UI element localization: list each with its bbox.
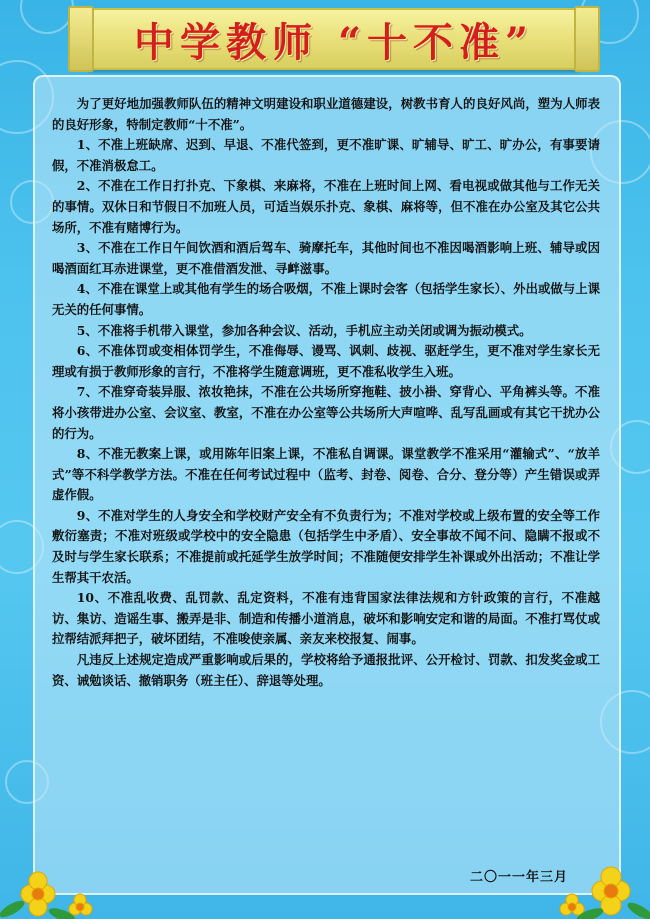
- rule-1: 1、不准上班缺席、迟到、早退、不准代签到，更不准旷课、旷辅导、旷工、旷办公，有事要请假，不准消极怠工。: [52, 137, 600, 173]
- closing-paragraph: 凡违反上述规定造成严重影响或后果的，学校将给予通报批评、公开检讨、罚款、扣发奖金或工资、诫勉谈话、撤销职务（班主任）、辞退等处理。: [52, 652, 600, 688]
- rule-7: 7、不准穿奇装异服、浓妆艳抹，不准在公共场所穿拖鞋、披小褂、穿背心、平角裤头等。不准将小孩带进办公室、会议室、教室，不准在办公室等公共场所大声喧哗、乱写乱画或有其它干扰办公的行为。: [52, 384, 600, 441]
- rule-4: 4、不准在课堂上或其他有学生的场合吸烟，不准上课时会客（包括学生家长）、外出或做与上课无关的任何事情。: [52, 281, 600, 317]
- rule-3: 3、不准在工作日午间饮酒和酒后驾车、骑摩托车，其他时间也不准因喝酒影响上班、辅导或因喝酒面红耳赤进课堂，更不准借酒发泄、寻衅滋事。: [52, 240, 600, 276]
- leaf-left-icon: [0, 898, 77, 919]
- title-banner: [88, 8, 580, 70]
- rules-body: [52, 94, 600, 691]
- page-title: 中学教师 “十不准”: [134, 18, 534, 66]
- rule-2: 2、不准在工作日打扑克、下象棋、来麻将，不准在上班时间上网、看电视或做其他与工作无关的事情。双休日和节假日不加班人员，可适当娱乐扑克、象棋、麻将等，但不准在办公室及其它公共场所，不准有赌博行为。: [52, 178, 600, 235]
- rule-6: 6、不准体罚或变相体罚学生，不准侮辱、谩骂、讽刺、歧视、驱赶学生，更不准对学生家长无理或有损于教师形象的言行，不准将学生随意调班，更不准私收学生入班。: [52, 343, 600, 379]
- issue-date: 二〇一一年三月: [470, 870, 569, 885]
- intro-paragraph: 为了更好地加强教师队伍的精神文明建设和职业道德建设，树教书育人的良好风尚，塑为人师表的良好形象，特制定教师“十不准”。: [52, 96, 600, 132]
- leaf-right-icon: [575, 900, 650, 919]
- rule-9: 9、不准对学生的人身安全和学校财产安全有不负责行为；不准对学校或上级布置的安全等工作敷衍塞责；不准对班级或学校中的安全隐患（包括学生中矛盾）、安全事故不闻不问、隐瞒不报或不及时与学生家长联系；不准提前或托延学生放学时间；不准随便安排学生补课或外出活动；不准让学生帮其干农活。: [52, 507, 600, 585]
- rule-8: 8、不准无教案上课，或用陈年旧案上课，不准私自调课。课堂教学不准采用“灌输式”、“放羊式”等不科学教学方法。不准在任何考试过程中（监考、封卷、阅卷、合分、登分等）产生错误或弄虚作假。: [52, 446, 600, 503]
- rule-10: 10、不准乱收费、乱罚款、乱定资料，不准有违背国家法律法规和方针政策的言行，不准越访、集访、造谣生事、搬弄是非、制造和传播小道消息，破坏和影响安定和谐的局面。不准打骂仗或拉帮结派拜把子，破坏团结，不准唆使亲属、亲友来校报复、闹事。: [52, 590, 600, 647]
- rule-5: 5、不准将手机带入课堂，参加各种会议、活动，手机应主动关闭或调为振动模式。: [76, 322, 532, 338]
